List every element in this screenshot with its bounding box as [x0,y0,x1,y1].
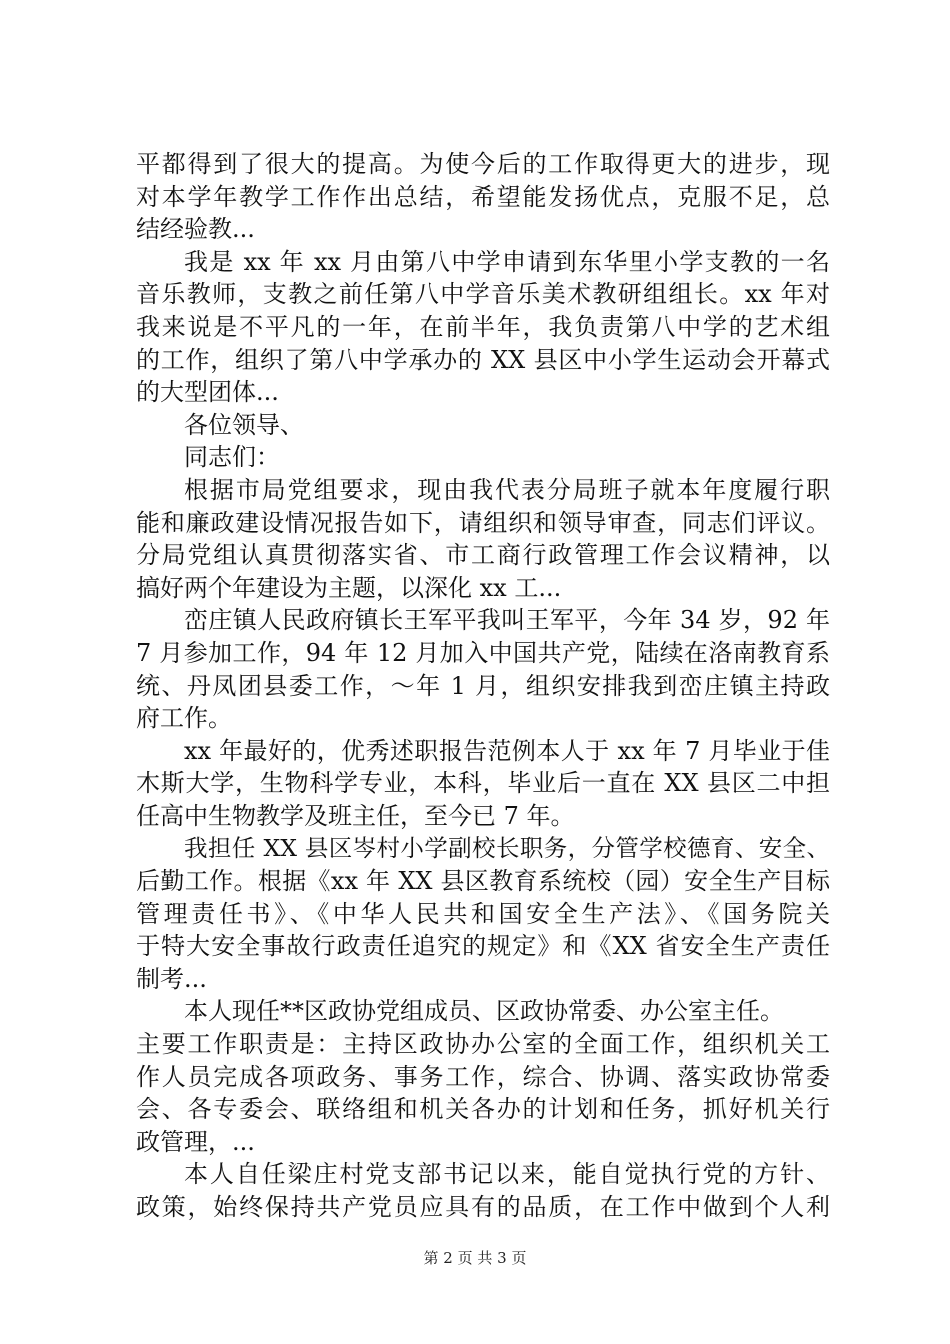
text-line: 的大型团体... [136,378,279,407]
text-line: 制考... [136,964,207,993]
text-line: 的工作，组织了第八中学承办的 XX 县区中小学生运动会开幕式 [136,345,830,374]
text-line: 统、丹凤团县委工作，～年 1 月，组织安排我到峦庄镇主持政 [136,671,830,700]
text-line: 我来说是不平凡的一年，在前半年，我负责第八中学的艺术组 [136,312,830,341]
text-line: 会、各专委会、联络组和机关各办的计划和任务，抓好机关行 [136,1095,830,1124]
text-line: 我是 xx 年 xx 月由第八中学申请到东华里小学支教的一名 [184,247,830,276]
text-line: 本人现任**区政协党组成员、区政协常委、办公室主任。 [184,997,784,1026]
text-line: 峦庄镇人民政府镇长王军平我叫王军平，今年 34 岁，92 年 [184,606,830,635]
text-line: 管理责任书》、《中华人民共和国安全生产法》、《国务院关 [136,899,830,928]
text-line: 政管理，... [136,1127,255,1156]
text-line: 于特大安全事故行政责任追究的规定》和《XX 省安全生产责任 [136,932,830,961]
text-line: 本人自任梁庄村党支部书记以来，能自觉执行党的方针、 [184,1160,830,1189]
text-line: 任高中生物教学及班主任，至今已 7 年。 [136,801,575,830]
text-line: 同志们： [184,443,280,472]
text-line: 对本学年教学工作作出总结，希望能发扬优点，克服不足，总 [136,182,830,211]
document-body [136,148,830,1224]
text-line: 各位领导、 [184,410,304,439]
text-line: 作人员完成各项政务、事务工作，综合、协调、落实政协常委 [136,1062,830,1091]
text-line: 7 月参加工作，94 年 12 月加入中国共产党，陆续在洛南教育系 [136,638,830,667]
text-line: 木斯大学，生物科学专业，本科，毕业后一直在 XX 县区二中担 [136,769,830,798]
text-line: 政策，始终保持共产党员应具有的品质，在工作中做到个人利 [136,1193,830,1221]
text-line: 后勤工作。根据《xx 年 XX 县区教育系统校（园）安全生产目标 [136,867,830,896]
text-line: 平都得到了很大的提高。为使今后的工作取得更大的进步，现 [136,150,830,178]
text-line: 搞好两个年建设为主题，以深化 xx 工... [136,573,562,602]
text-line: 根据市局党组要求，现由我代表分局班子就本年度履行职 [184,475,830,504]
text-line: 分局党组认真贯彻落实省、市工商行政管理工作会议精神，以 [136,541,830,570]
text-line: 府工作。 [136,704,232,733]
text-line: xx 年最好的，优秀述职报告范例本人于 xx 年 7 月毕业于佳 [184,736,830,765]
text-line: 我担任 XX 县区岑村小学副校长职务，分管学校德育、安全、 [184,834,830,863]
text-line: 结经验教... [136,215,255,244]
text-line: 音乐教师，支教之前任第八中学音乐美术教研组组长。xx 年对 [136,280,830,309]
page-number-footer: 第 2 页 共 3 页 [423,1249,527,1267]
text-line: 主要工作职责是：主持区政协办公室的全面工作，组织机关工 [136,1030,830,1059]
text-line: 能和廉政建设情况报告如下，请组织和领导审查，同志们评议。 [136,508,830,537]
